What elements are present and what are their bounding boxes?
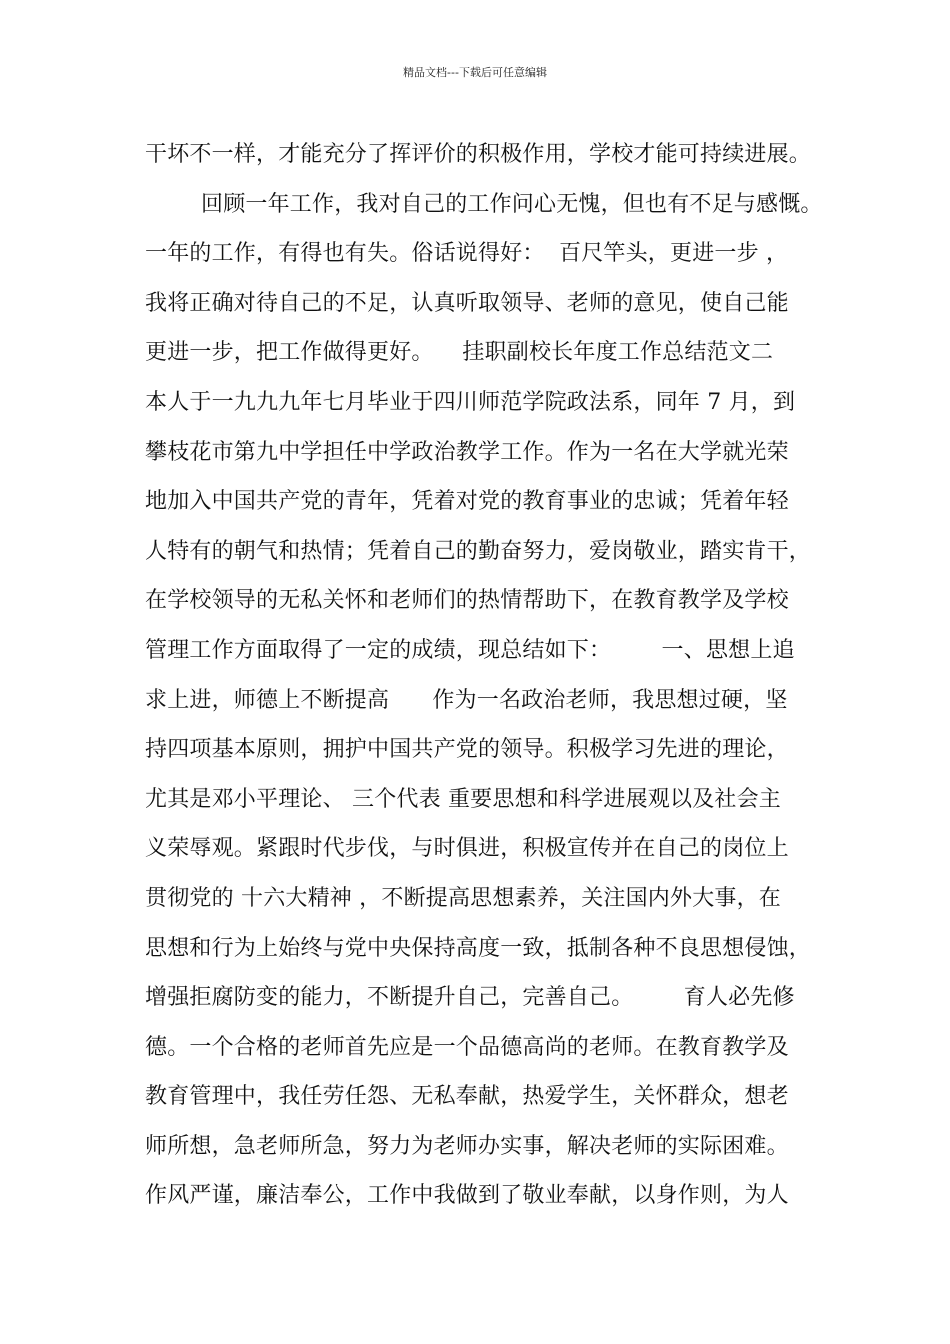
page-header: 精品文档---下载后可任意编辑 bbox=[403, 66, 547, 79]
text-line: 义荣辱观。紧跟时代步伐，与时俱进，积极宣传并在自己的岗位上 bbox=[145, 836, 789, 862]
text-line: 地加入中国共产党的青年，凭着对党的教育事业的忠诚；凭着年轻 bbox=[145, 489, 789, 515]
text-line: 师所想，急老师所急，努力为老师办实事，解决老师的实际困难。 bbox=[145, 1133, 789, 1159]
text-line: 更进一步，把工作做得更好。 挂职副校长年度工作总结范文二 bbox=[145, 340, 774, 366]
text-line: 一年的工作，有得也有失。俗话说得好： 百尺竿头，更进一步 ， bbox=[145, 241, 789, 267]
text-line: 尤其是邓小平理论、 三个代表 重要思想和科学进展观以及社会主 bbox=[145, 786, 781, 812]
document-body bbox=[145, 130, 845, 1221]
text-line: 作风严谨，廉洁奉公，工作中我做到了敬业奉献，以身作则，为人 bbox=[145, 1183, 789, 1209]
text-line: 持四项基本原则，拥护中国共产党的领导。积极学习先进的理论， bbox=[145, 737, 789, 763]
text-line: 在学校领导的无私关怀和老师们的热情帮助下，在教育教学及学校 bbox=[145, 588, 789, 614]
text-line: 回顾一年工作，我对自己的工作问心无愧，但也有不足与感慨。 bbox=[201, 191, 823, 217]
text-line: 攀枝花市第九中学担任中学政治教学工作。作为一名在大学就光荣 bbox=[145, 439, 789, 465]
text-line: 干坏不一样，才能充分了挥评价的积极作用，学校才能可持续进展。 bbox=[145, 142, 812, 167]
text-line: 思想和行为上始终与党中央保持高度一致，抵制各种不良思想侵蚀， bbox=[145, 935, 812, 961]
text-line: 人特有的朝气和热情；凭着自己的勤奋努力，爱岗敬业，踏实肯干， bbox=[145, 538, 812, 564]
text-line: 我将正确对待自己的不足，认真听取领导、老师的意见，使自己能 bbox=[145, 290, 789, 316]
text-line: 本人于一九九九年七月毕业于四川师范学院政法系，同年 7 月，到 bbox=[145, 389, 796, 415]
text-line: 贯彻党的 十六大精神 ，不断提高思想素养，关注国内外大事，在 bbox=[145, 885, 781, 911]
text-line: 管理工作方面取得了一定的成绩，现总结如下： 一、思想上追 bbox=[145, 637, 795, 663]
text-line: 求上进，师德上不断提高 作为一名政治老师，我思想过硬，坚 bbox=[145, 687, 788, 713]
text-line: 教育管理中，我任劳任怨、无私奉献，热爱学生，关怀群众，想老 bbox=[145, 1084, 789, 1110]
text-line: 增强拒腐防变的能力，不断提升自己，完善自己。 育人必先修 bbox=[145, 985, 795, 1011]
text-line: 德。一个合格的老师首先应是一个品德高尚的老师。在教育教学及 bbox=[145, 1034, 789, 1060]
